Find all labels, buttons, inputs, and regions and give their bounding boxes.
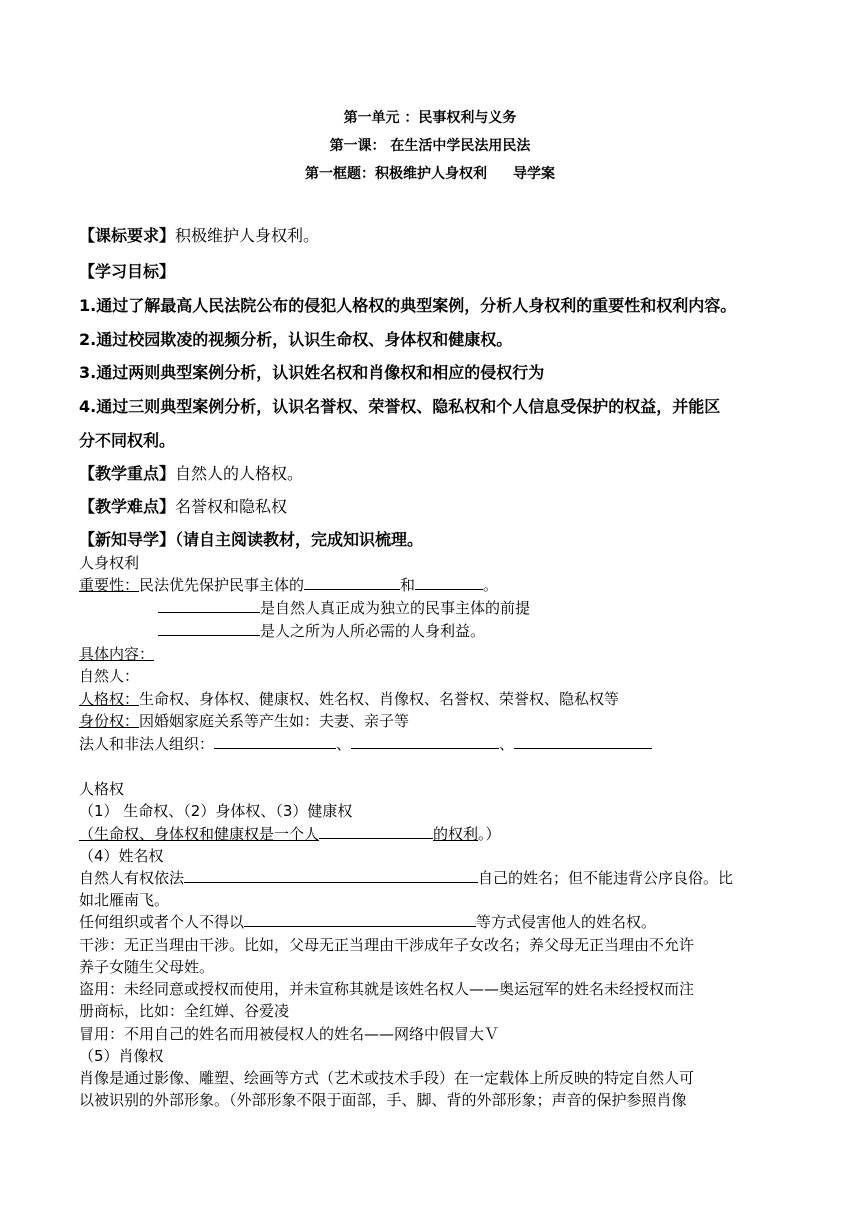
legal-person-label: 法人和非法人组织：	[79, 735, 215, 753]
difficulty-line	[79, 494, 287, 517]
key-point-label: 【教学重点】	[79, 464, 176, 483]
name-text: 任何组织或者个人不得以	[79, 913, 245, 931]
portrait-line-2: 以被识别的外部形象。（外部形象不限于面部，手、脚、背的外部形象；声音的保护参照肖像	[79, 1091, 687, 1109]
key-point-line	[79, 461, 303, 484]
objective-item: 4.通过三则典型案例分析，认识名誉权、荣誉权、隐私权和个人信息受保护的权益，并能区	[79, 397, 721, 416]
fill-blank[interactable]	[304, 575, 400, 590]
curriculum-line	[79, 223, 319, 246]
name-line-3	[79, 911, 656, 932]
unit-title: 第一单元 ：民事权利与义务	[343, 110, 517, 126]
premise-line	[158, 597, 530, 618]
personality-line	[79, 688, 619, 709]
fill-blank[interactable]	[244, 912, 476, 927]
fill-blank[interactable]	[184, 868, 478, 883]
fill-blank[interactable]	[514, 734, 652, 749]
name-line-1	[79, 867, 733, 888]
needs-line	[158, 620, 485, 641]
curriculum-label: 【课标要求】	[79, 226, 176, 245]
interfere-line-2: 养子女随生父母姓。	[79, 958, 215, 976]
personality-right-title: 人格权	[79, 780, 125, 798]
interfere-line-1: 干涉：无正当理由干涉。比如，父母无正当理由干涉成年子女改名；养父母无正当理由不允许	[79, 936, 695, 954]
guide-text: （请自主阅读教材，完成知识梳理。	[175, 530, 424, 549]
topic-text: 第一框题：积极维护人身权利	[305, 166, 487, 182]
importance-line	[79, 574, 498, 595]
fill-blank[interactable]	[319, 824, 433, 839]
natural-person-label: 自然人：	[79, 667, 140, 685]
identity-text: 因婚姻家庭关系等产生如：夫妻、亲子等	[139, 712, 410, 730]
content-label: 具体内容：	[79, 645, 155, 663]
lesson-title: 第一课： 在生活中学民法用民法	[329, 138, 531, 154]
key-point-text: 自然人的人格权。	[175, 464, 304, 483]
guide-label: 【新知导学】	[79, 530, 176, 549]
importance-text: 民法优先保护民事主体的	[139, 576, 305, 594]
objective-item: 2.通过校园欺凌的视频分析，认识生命权、身体权和健康权。	[79, 330, 513, 349]
impersonate-line: 冒用：不用自己的姓名而用被侵权人的姓名——网络中假冒大Ｖ	[79, 1025, 500, 1043]
rights-note-text: （生命权、身体权和健康权是一个人	[79, 825, 320, 843]
fill-blank[interactable]	[351, 734, 499, 749]
name-text: 等方式侵害他人的姓名权。	[476, 913, 657, 931]
premise-text: 是自然人真正成为独立的民事主体的前提	[260, 599, 531, 617]
name-right-title: （4）姓名权	[79, 847, 164, 865]
identity-line	[79, 710, 409, 731]
rights-note-text: 的权利	[433, 825, 479, 843]
topic-suffix: 导学案	[513, 166, 555, 182]
name-text: 自己的姓名；但不能违背公序良俗。比	[478, 869, 734, 887]
personality-label: 人格权：	[79, 690, 140, 708]
portrait-title: （5）肖像权	[79, 1047, 164, 1065]
rights-note-end: 。）	[478, 825, 501, 843]
fill-blank[interactable]	[158, 598, 260, 613]
difficulty-text: 名誉权和隐私权	[175, 497, 288, 516]
separator: 、	[499, 735, 515, 753]
legal-person-line	[79, 733, 652, 754]
separator: 、	[336, 735, 352, 753]
guide-line	[79, 527, 423, 550]
importance-and: 和	[400, 576, 416, 594]
fill-blank[interactable]	[415, 575, 483, 590]
name-text: 自然人有权依法	[79, 869, 185, 887]
importance-end: 。	[483, 576, 499, 594]
misuse-line-2: 册商标，比如：全红婵、谷爱凌	[79, 1002, 290, 1020]
personal-rights-heading: 人身权利	[79, 554, 140, 572]
needs-text: 是人之所为人所必需的人身利益。	[260, 622, 486, 640]
objective-item: 分不同权利。	[79, 431, 176, 450]
objective-item: 1.通过了解最高人民法院公布的侵犯人格权的典型案例，分析人身权利的重要性和权利内容。	[79, 296, 737, 315]
topic-title	[0, 163, 860, 183]
identity-label: 身份权：	[79, 712, 140, 730]
misuse-line-1: 盗用：未经同意或授权而使用，并未宣称其就是该姓名权人——奥运冠军的姓名未经授权而注	[79, 980, 695, 998]
fill-blank[interactable]	[214, 734, 336, 749]
name-line-2: 如北雁南飞。	[79, 891, 170, 909]
fill-blank[interactable]	[158, 621, 260, 636]
portrait-line-1: 肖像是通过影像、雕塑、绘画等方式（艺术或技术手段）在一定载体上所反映的特定自然人可	[79, 1069, 695, 1087]
rights-123: （1） 生命权、（2）身体权、（3）健康权	[79, 802, 353, 820]
objective-item: 3.通过两则典型案例分析，认识姓名权和肖像权和相应的侵权行为	[79, 363, 545, 382]
objectives-label: 【学习目标】	[79, 262, 176, 281]
importance-label: 重要性：	[79, 576, 140, 594]
personality-text: 生命权、身体权、健康权、姓名权、肖像权、名誉权、荣誉权、隐私权等	[139, 690, 620, 708]
difficulty-label: 【教学难点】	[79, 497, 176, 516]
rights-note-line	[79, 823, 501, 844]
curriculum-text: 积极维护人身权利。	[175, 226, 320, 245]
